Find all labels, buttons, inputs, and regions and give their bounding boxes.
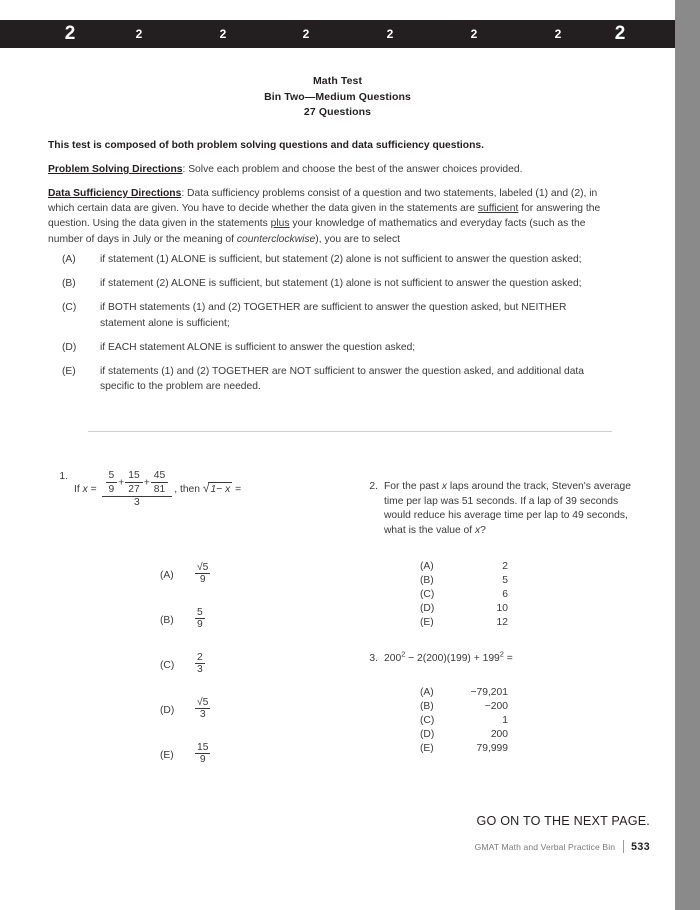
choice-text: if statement (1) ALONE is sufficient, but statement (2) alone is not sufficient to answer the question asked; — [100, 254, 582, 265]
answer-value: 200 — [490, 729, 508, 740]
question-3-base-2: 199 — [482, 653, 500, 664]
test-title-line-2: Bin Two—Medium Questions — [264, 90, 411, 103]
question-1-stem — [74, 470, 322, 509]
answer-value: 5 — [502, 575, 508, 586]
answer-value — [194, 742, 211, 765]
page-gutter-shadow — [675, 0, 700, 910]
answer-label: (B) — [420, 575, 434, 586]
question-1-number: 1. — [59, 471, 68, 482]
answer-value — [194, 652, 206, 675]
data-sufficiency-directions-label: Data Sufficiency Directions — [48, 188, 182, 199]
question-3-middle: − 2(200)(199) + — [405, 653, 483, 664]
fraction-denominator: 9 — [197, 619, 203, 631]
fraction-denominator: 9 — [106, 482, 118, 495]
list-item — [62, 340, 614, 355]
answer-label: (E) — [160, 750, 174, 761]
answer-label: (B) — [160, 615, 174, 626]
answer-value: 6 — [502, 589, 508, 600]
question-1-complex-fraction — [102, 470, 173, 509]
choice-label: (D) — [62, 341, 77, 353]
fraction-numerator: 2 — [197, 652, 203, 663]
question-3-base-1: 200 — [384, 653, 402, 664]
answer-label: (B) — [420, 701, 434, 712]
footer-divider — [623, 840, 624, 853]
ds-text-part-3: your knowledge of mathematics and everyday facts (such as the number of days in July or the meaning of — [48, 218, 586, 245]
list-item — [62, 364, 614, 394]
question-2-text-c: ? — [480, 524, 486, 536]
answer-value — [194, 562, 211, 585]
question-2-variable-1: x — [441, 481, 447, 492]
fraction-numerator: 15 — [128, 470, 140, 481]
complex-fraction-numerator — [102, 470, 173, 496]
ds-emphasis-counterclockwise: counterclockwise — [236, 233, 316, 245]
question-3-number: 3. — [369, 653, 378, 664]
fraction-denominator: 27 — [125, 482, 142, 495]
plus-operator: + — [118, 477, 125, 489]
fraction-numerator: 5 — [108, 470, 115, 481]
answer-label: (A) — [160, 570, 174, 581]
answer-value: 2 — [502, 561, 508, 572]
running-head-mark-6: 2 — [470, 27, 478, 41]
answer-label: (A) — [420, 687, 434, 698]
fraction-denominator: 9 — [195, 573, 210, 585]
answer-value — [194, 697, 211, 720]
answer-label: (D) — [420, 603, 435, 614]
test-composition-note: This test is composed of both problem solving questions and data sufficiency questions. — [48, 140, 484, 151]
fraction-term-1 — [106, 470, 118, 495]
data-sufficiency-directions — [48, 186, 613, 247]
answer-value: −200 — [484, 701, 508, 712]
data-sufficiency-choice-list — [62, 252, 614, 403]
answer-value: 12 — [496, 617, 508, 628]
running-head-mark-8: 2 — [614, 23, 626, 44]
list-item — [62, 276, 614, 291]
answer-label: (E) — [420, 743, 434, 754]
plus-operator: + — [143, 477, 150, 489]
answer-label: (C) — [420, 589, 435, 600]
answer-label: (E) — [420, 617, 434, 628]
choice-text: if statement (2) ALONE is sufficient, but statement (1) alone is not sufficient to answer the question asked; — [100, 278, 582, 290]
question-2-variable-2: x — [475, 524, 481, 536]
answer-fraction — [195, 562, 210, 585]
answer-label: (C) — [160, 660, 175, 671]
choice-text: if BOTH statements (1) and (2) TOGETHER are sufficient to answer the question asked, but NEITHER statement alone is sufficient; — [100, 302, 567, 329]
ds-emphasis-sufficient: sufficient — [477, 203, 519, 215]
answer-value: 1 — [502, 715, 508, 726]
ds-emphasis-plus: plus — [270, 218, 290, 230]
question-1-variable: x — [82, 484, 88, 496]
choice-label: (C) — [62, 302, 77, 314]
ds-text-part-2: for answering the question. Using the data given in the statements — [48, 203, 601, 230]
question-3-exponent-2: 2 — [499, 649, 504, 659]
question-1-stem-prefix: If — [74, 484, 80, 496]
running-head-mark-7: 2 — [554, 27, 562, 41]
answer-label: (D) — [420, 729, 435, 740]
fraction-denominator: 9 — [195, 753, 210, 765]
question-2-stem — [384, 480, 642, 538]
fraction-numerator: √5 — [197, 697, 209, 708]
fraction-numerator: 45 — [153, 470, 166, 481]
question-1-stem-suffix: , then — [174, 484, 200, 496]
question-2-number: 2. — [369, 481, 378, 492]
fraction-denominator: 3 — [197, 664, 203, 676]
test-title-block — [0, 74, 675, 121]
answer-value: −79,201 — [470, 687, 508, 698]
question-3 — [362, 649, 642, 667]
running-head-mark-3: 2 — [219, 27, 227, 41]
question-2-text-a: For the past — [384, 481, 442, 492]
fraction-term-2 — [125, 470, 142, 495]
list-item — [62, 300, 614, 330]
answer-value: 10 — [496, 603, 508, 614]
ds-text-part-1: : Data sufficiency problems consist of a question and two statements, labeled (1) and (2), in which certain data are given. You have to decide whether the data given in the statements are — [48, 188, 598, 215]
radicand: 1− x — [208, 482, 232, 498]
choice-label: (B) — [62, 278, 76, 290]
answer-fraction — [195, 742, 210, 765]
fraction-numerator: 5 — [197, 607, 203, 618]
section-divider — [88, 431, 612, 432]
question-1 — [52, 470, 322, 509]
problem-solving-directions — [48, 162, 613, 177]
problem-solving-directions-text: : Solve each problem and choose the best of the answer choices provided. — [182, 164, 523, 175]
running-head-mark-4: 2 — [302, 27, 310, 41]
choice-text: if EACH statement ALONE is sufficient to answer the question asked; — [100, 341, 416, 353]
answer-label: (C) — [420, 715, 435, 726]
ds-text-part-4: ), you are to select — [315, 233, 400, 245]
question-2 — [362, 480, 642, 538]
choice-label: (A) — [62, 254, 76, 265]
square-root-expression — [203, 481, 232, 498]
fraction-denominator: 3 — [195, 708, 210, 720]
problem-solving-directions-label: Problem Solving Directions — [48, 164, 183, 175]
question-column-left — [52, 470, 322, 509]
running-head-mark-5: 2 — [386, 27, 394, 41]
answer-label: (A) — [420, 561, 434, 572]
answer-value: 79,999 — [476, 743, 508, 754]
running-head-mark-2: 2 — [135, 27, 143, 41]
complex-fraction-denominator: 3 — [102, 496, 173, 509]
answer-fraction — [195, 697, 210, 720]
go-on-notice: GO ON TO THE NEXT PAGE. — [476, 814, 650, 828]
running-head-bar — [0, 20, 675, 48]
page-footer — [0, 840, 650, 853]
test-title-line-1: Math Test — [312, 75, 363, 87]
footer-source-title: GMAT Math and Verbal Practice Bin — [474, 842, 616, 852]
answer-fraction — [195, 607, 205, 630]
running-head-mark-1: 2 — [64, 23, 76, 44]
answer-fraction — [195, 652, 205, 675]
choice-label: (E) — [62, 366, 76, 378]
fraction-numerator: √5 — [197, 562, 209, 573]
radical-sign-icon: √ — [202, 481, 210, 496]
question-3-stem — [384, 649, 642, 667]
answer-label: (D) — [160, 705, 175, 716]
question-3-trailing: = — [503, 653, 513, 664]
choice-text: if statements (1) and (2) TOGETHER are NOT sufficient to answer the question asked, and additional data specific to the problem are needed. — [100, 366, 585, 393]
list-item — [62, 252, 614, 267]
question-3-container — [362, 649, 642, 667]
question-1-equals: = — [90, 484, 97, 496]
page-number: 533 — [631, 841, 650, 853]
fraction-denominator: 81 — [151, 482, 168, 495]
fraction-numerator: 15 — [197, 742, 209, 753]
question-2-text-b: laps around the track, Steven's average time per lap was 51 seconds. If a lap of 39 seconds would reduce his average time per lap to 49 seconds, what is the value of — [384, 481, 631, 536]
fraction-term-3 — [151, 470, 168, 495]
question-1-trailing: = — [235, 484, 242, 496]
answer-value — [194, 607, 206, 630]
question-column-right — [362, 480, 642, 538]
test-title-line-3: 27 Questions — [303, 106, 372, 118]
question-3-exponent-1: 2 — [401, 649, 406, 659]
